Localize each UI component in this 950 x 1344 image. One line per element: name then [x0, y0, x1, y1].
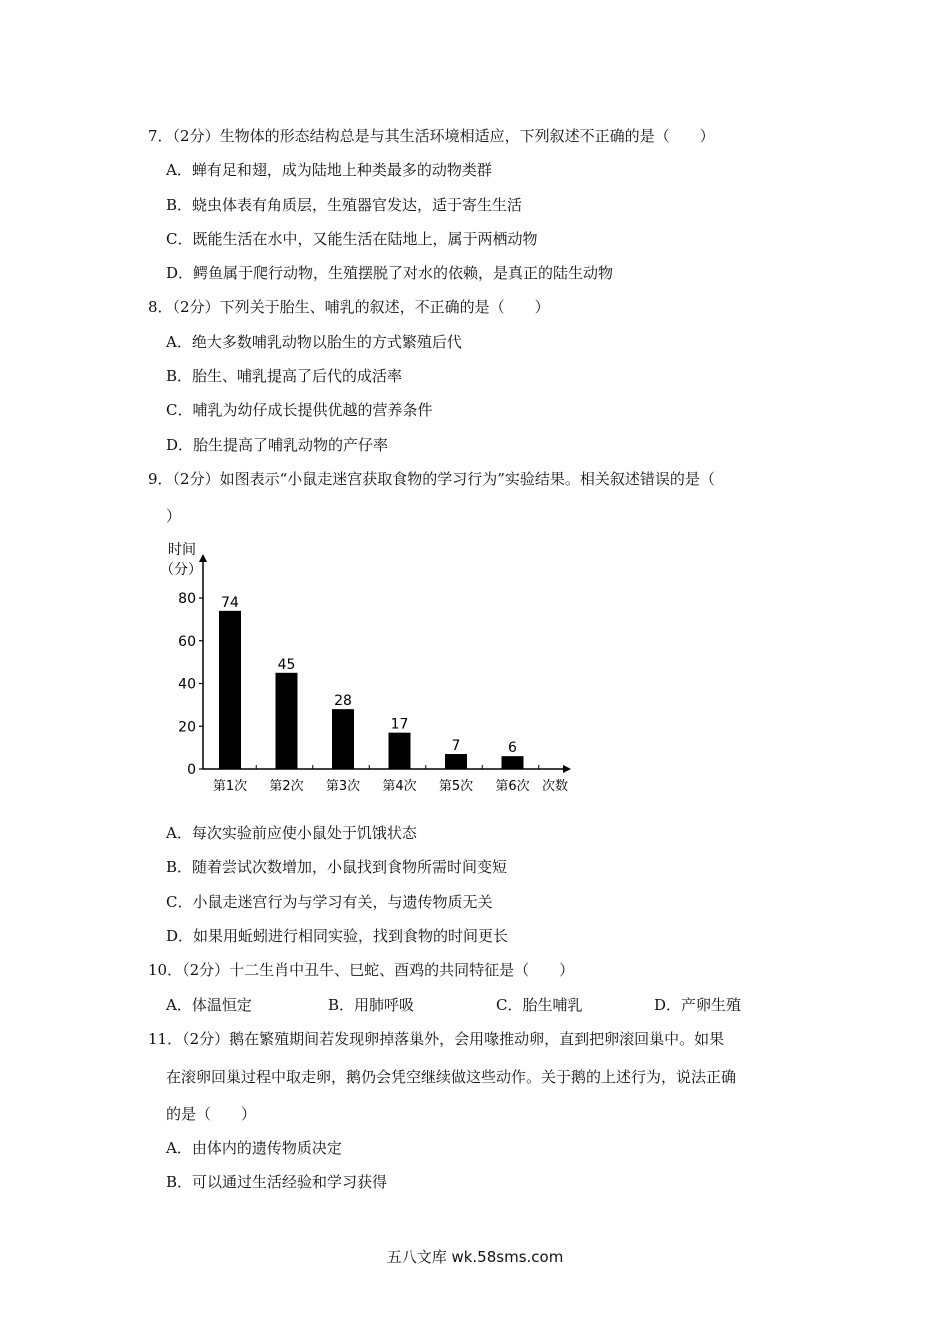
bar-value-label: 45: [277, 656, 296, 673]
bar: [219, 611, 241, 769]
x-category-label: 第5次: [438, 779, 474, 794]
q11-option-a: A．由体内的遗传物质决定: [166, 1139, 342, 1157]
footer-watermark: 五八文库 wk.58sms.com: [386, 1248, 564, 1266]
bar: [445, 754, 467, 769]
q8-option-c: C．哺乳为幼仔成长提供优越的营养条件: [166, 401, 433, 419]
q7-stem: 7．（2分）生物体的形态结构总是与其生活环境相适应，下列叙述不正确的是（ ）: [148, 127, 715, 145]
q11-stem-line2: 在滚卵回巢过程中取走卵，鹅仍会凭空继续做这些动作。关于鹅的上述行为，说法正确: [166, 1068, 737, 1086]
q9-option-b: B．随着尝试次数增加，小鼠找到食物所需时间变短: [166, 858, 508, 876]
q10-options-row: [166, 995, 741, 1015]
q9-option-d: D．如果用蚯蚓进行相同实验，找到食物的时间更长: [166, 927, 509, 945]
x-category-label: 第3次: [325, 779, 361, 794]
x-axis-label: 次数: [541, 779, 569, 794]
q9-option-a: A．每次实验前应使小鼠处于饥饿状态: [166, 824, 417, 842]
bar-value-label: 28: [334, 693, 352, 710]
y-tick-label: 0: [187, 762, 196, 778]
q7-option-b: B．蛲虫体表有角质层，生殖器官发达，适于寄生生活: [166, 196, 523, 214]
q10-stem: 10．（2分）十二生肖中丑牛、巳蛇、酉鸡的共同特征是（ ）: [148, 961, 575, 979]
x-category-label: 第4次: [382, 779, 417, 794]
q11-option-b: B．可以通过生活经验和学习获得: [166, 1173, 388, 1191]
y-axis-label-line1: 时间: [168, 542, 196, 558]
y-axis-arrow: [199, 554, 207, 562]
y-axis-label-line2: （分）: [160, 562, 202, 578]
x-category-label: 第1次: [212, 779, 248, 794]
y-tick-label: 40: [178, 676, 196, 693]
q10-option-d: D．产卵生殖: [654, 996, 742, 1014]
q9-stem-line1: 9．（2分）如图表示“小鼠走迷宫获取食物的学习行为”实验结果。相关叙述错误的是（: [148, 470, 715, 488]
q7-option-d: D．鳄鱼属于爬行动物，生殖摆脱了对水的依赖，是真正的陆生动物: [166, 264, 614, 282]
bar: [502, 756, 524, 769]
y-tick-label: 20: [178, 719, 196, 736]
y-tick-label: 80: [178, 591, 196, 607]
bar-value-label: 6: [508, 740, 517, 757]
q8-option-b: B．胎生、哺乳提高了后代的成活率: [166, 367, 403, 385]
q8-stem: 8．（2分）下列关于胎生、哺乳的叙述，不正确的是（ ）: [148, 298, 550, 316]
q10-option-a: A．体温恒定: [166, 996, 252, 1014]
q9-option-c: C．小鼠走迷宫行为与学习有关，与遗传物质无关: [166, 893, 493, 911]
q8-option-a: A．绝大多数哺乳动物以胎生的方式繁殖后代: [166, 333, 462, 351]
q8-option-d: D．胎生提高了哺乳动物的产仔率: [166, 436, 389, 454]
q10-option-b: B．用肺呼吸: [328, 996, 415, 1014]
q11-stem-line1: 11．（2分）鹅在繁殖期间若发现卵掉落巢外，会用喙推动卵，直到把卵滚回巢中。如果: [148, 1030, 725, 1048]
maze-learning-bar-chart: [160, 536, 580, 802]
bar: [389, 733, 411, 769]
bar-value-label: 7: [451, 738, 461, 755]
q7-option-a: A．蝉有足和翅，成为陆地上种类最多的动物类群: [166, 161, 492, 179]
y-tick-label: 60: [178, 633, 196, 650]
q7-option-c: C．既能生活在水中，又能生活在陆地上，属于两栖动物: [166, 230, 538, 248]
bar-value-label: 17: [390, 716, 409, 733]
q10-option-c: C．胎生哺乳: [496, 996, 583, 1014]
bar: [276, 673, 298, 769]
x-category-label: 第6次: [495, 779, 530, 794]
bar: [332, 709, 354, 769]
bar-value-label: 74: [221, 594, 239, 611]
q9-stem-line2: ）: [166, 507, 182, 525]
x-axis-arrow: [563, 765, 571, 773]
q11-stem-line3: 的是（ ）: [166, 1105, 257, 1123]
x-category-label: 第2次: [269, 779, 304, 794]
